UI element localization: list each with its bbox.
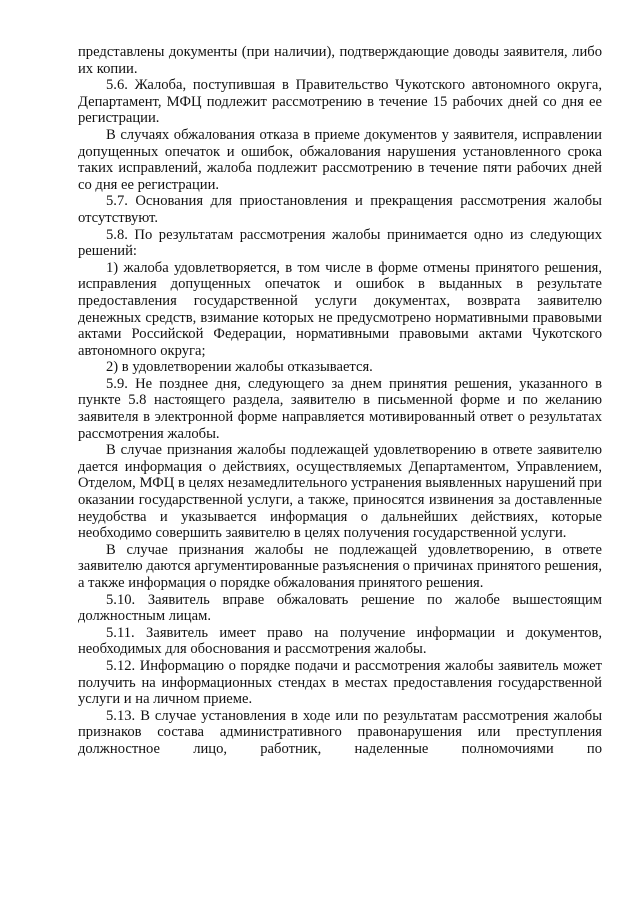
paragraph-5-12: 5.12. Информацию о порядке подачи и рассмотрения жалобы заявитель может получить на информационных стендах в местах предоставления государственной услуги и на личном приеме. (78, 657, 602, 708)
paragraph-5-7: 5.7. Основания для приостановления и прекращения рассмотрения жалобы отсутствуют. (78, 193, 602, 226)
document-body (78, 44, 602, 758)
paragraph-5-13: 5.13. В случае установления в ходе или по результатам рассмотрения жалобы признаков состава административного правонарушения или преступления должностное лицо, работник, наделенные полномочиями по (78, 707, 602, 757)
paragraph-5-6-cont: В случаях обжалования отказа в приеме документов у заявителя, исправлении допущенных опечаток и ошибок, обжалования нарушения установленного срока таких исправлений, жалоба подлежит рассмотрению в течение пяти рабочих дней со дня ее регистрации. (78, 126, 602, 193)
paragraph-5-6: 5.6. Жалоба, поступившая в Правительство Чукотского автономного округа, Департамент, МФЦ подлежит рассмотрению в течение 15 рабочих дней со дня ее регистрации. (78, 77, 602, 127)
paragraph-1: представлены документы (при наличии), подтверждающие доводы заявителя, либо их копии. (78, 44, 602, 77)
paragraph-5-10: 5.10. Заявитель вправе обжаловать решение по жалобе вышестоящим должностным лицам. (78, 591, 602, 625)
paragraph-5-8-item-2: 2) в удовлетворении жалобы отказывается. (106, 359, 373, 376)
paragraph-5-9: 5.9. Не позднее дня, следующего за днем принятия решения, указанного в пункте 5.8 настоящего раздела, заявителю в письменной форме и по желанию заявителя в электронной форме направляется мотивированный ответ о результатах рассмотрения жалобы. (78, 375, 602, 442)
paragraph-5-9-cont-2: В случае признания жалобы не подлежащей удовлетворению, в ответе заявителю даются аргументированные разъяснения о причинах принятого решения, а также информация о порядке обжалования принятого решения. (78, 541, 602, 591)
paragraph-5-8-item-1: 1) жалоба удовлетворяется, в том числе в форме отмены принятого решения, исправления допущенных опечаток и ошибок в выданных в результате предоставления государственной услуги документах, возврата заявителю денежных средств, взимание которых не предусмотрено нормативными правовыми актами Российской Федерации, нормативными правовыми актами Чукотского автономного округа; (78, 259, 602, 359)
paragraph-5-11: 5.11. Заявитель имеет право на получение информации и документов, необходимых для обоснования и рассмотрения жалобы. (78, 624, 602, 658)
paragraph-5-8: 5.8. По результатам рассмотрения жалобы принимается одно из следующих решений: (78, 226, 602, 260)
paragraph-5-9-cont-1: В случае признания жалобы подлежащей удовлетворению в ответе заявителю дается информация о действиях, осуществляемых Департаментом, Управлением, Отделом, МФЦ в целях незамедлительного устранения выявленных нарушений при оказании государственной услуги, а также, приносятся извинения за доставленные неудобства и указывается информация о дальнейших действиях, которые необходимо совершить заявителю в целях получения государственной услуги. (78, 442, 602, 542)
